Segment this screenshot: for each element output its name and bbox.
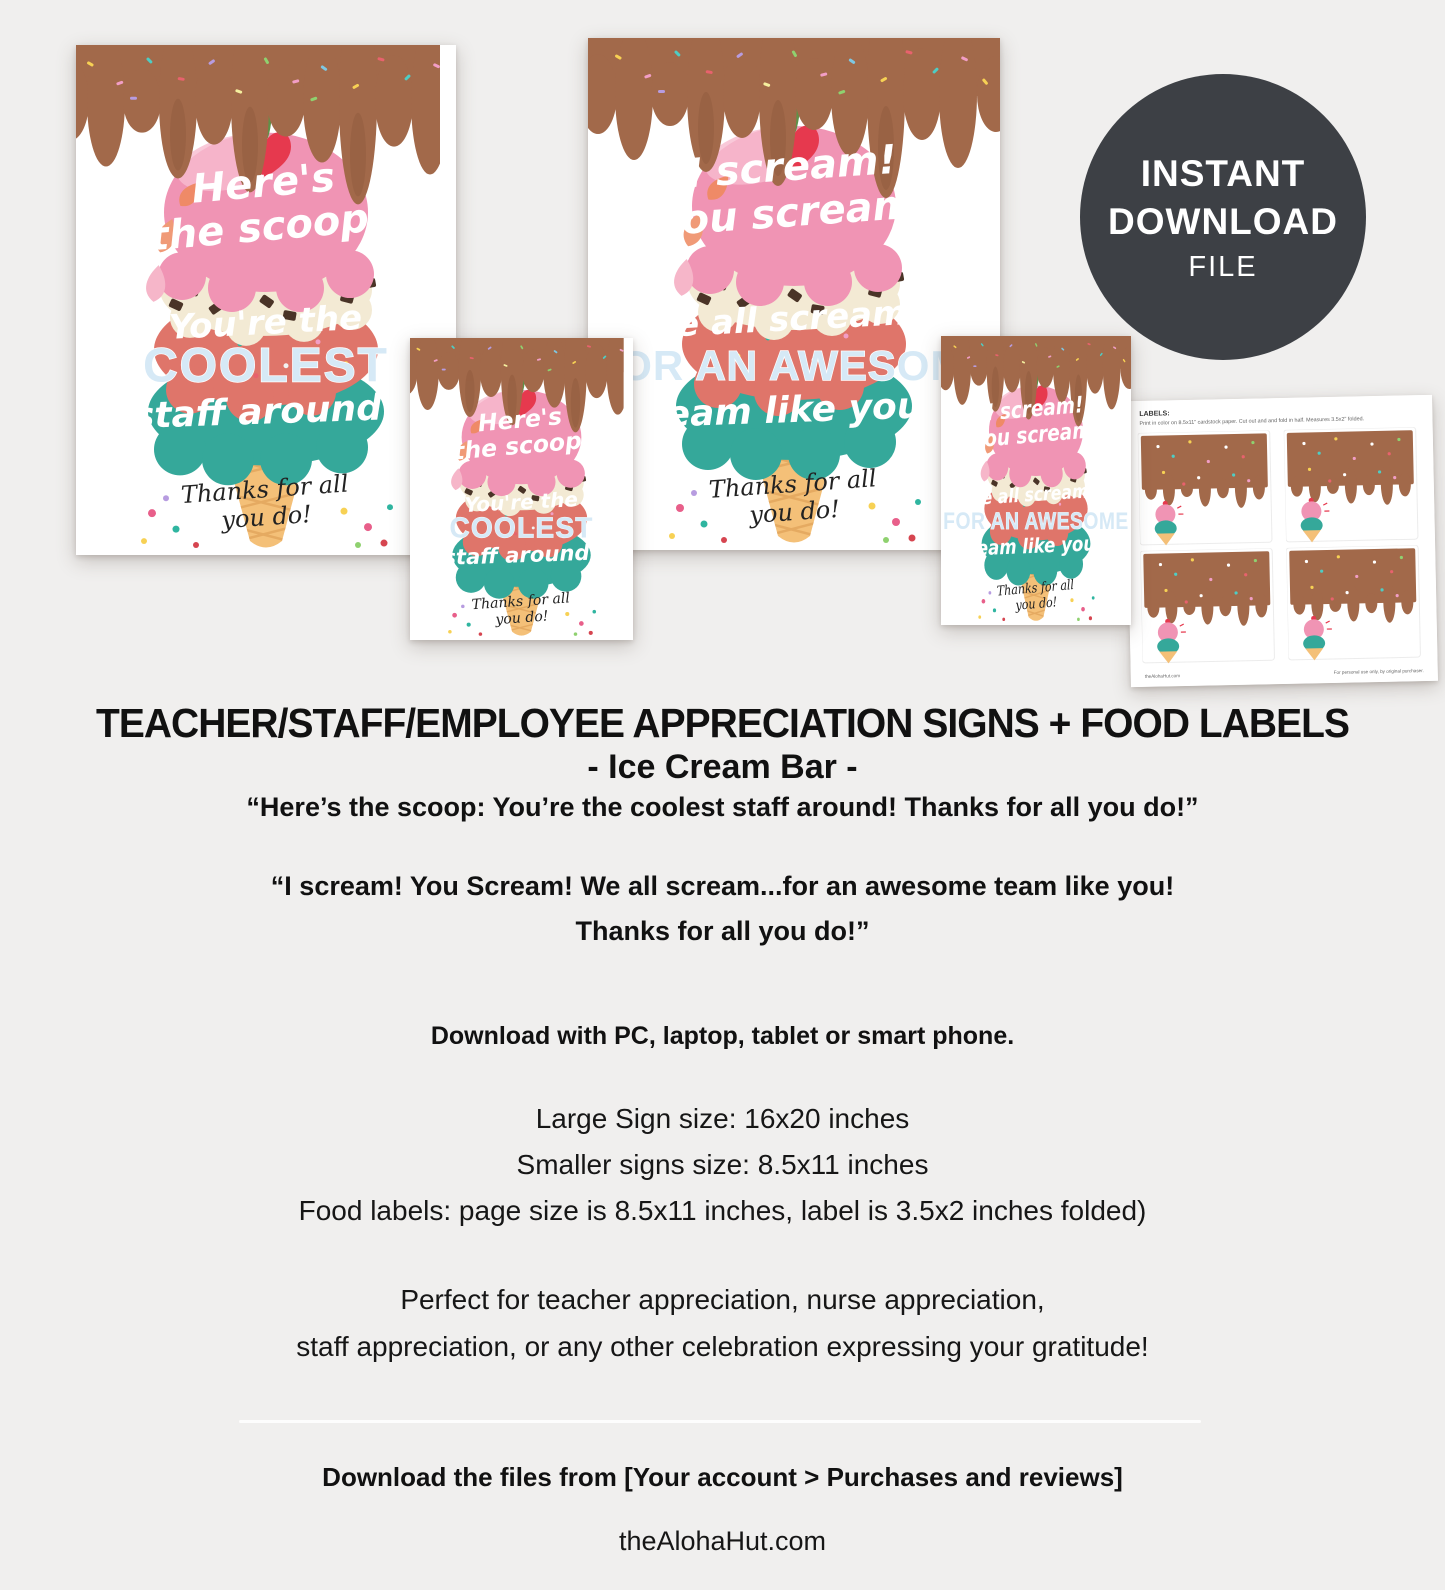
badge-line-file: FILE bbox=[1188, 251, 1258, 284]
shop-site-name: theAlohaHut.com bbox=[618, 1526, 827, 1556]
section-divider bbox=[239, 1420, 1201, 1423]
listing-subtitle: - Ice Cream Bar - bbox=[587, 748, 858, 786]
perfect-for-note bbox=[0, 1276, 1445, 1370]
food-labels-sheet bbox=[1125, 395, 1438, 687]
badge-line-instant: INSTANT bbox=[1140, 152, 1306, 194]
download-note: Download with PC, laptop, tablet or smart phone. bbox=[430, 1022, 1015, 1050]
quote-scream-line1: “I scream! You Scream! We all scream...for an awesome team like you! bbox=[270, 871, 1175, 901]
large-sign-i-scream bbox=[588, 38, 1000, 550]
quote-scream-line2: Thanks for all you do!” bbox=[575, 916, 870, 946]
instant-download-badge bbox=[1080, 74, 1366, 360]
small-sign-i-scream bbox=[941, 336, 1131, 625]
large-sign-heres-the-scoop bbox=[76, 45, 456, 555]
size-food-labels: Food labels: page size is 8.5x11 inches, label is 3.5x2 inches folded) bbox=[298, 1195, 1147, 1226]
quote-scoop: “Here’s the scoop: You’re the coolest staff around! Thanks for all you do!” bbox=[246, 792, 1199, 822]
perfect-for-line1: Perfect for teacher appreciation, nurse appreciation, bbox=[400, 1284, 1045, 1315]
size-smaller-signs: Smaller signs size: 8.5x11 inches bbox=[516, 1149, 929, 1180]
size-large-sign: Large Sign size: 16x20 inches bbox=[535, 1103, 910, 1134]
size-details bbox=[0, 1096, 1445, 1234]
perfect-for-line2: staff appreciation, or any other celebration expressing your gratitude! bbox=[296, 1331, 1149, 1362]
small-sign-heres-the-scoop bbox=[410, 338, 633, 640]
quote-scream bbox=[0, 864, 1445, 954]
listing-title: TEACHER/STAFF/EMPLOYEE APPRECIATION SIGNS + FOOD LABELS bbox=[95, 700, 1350, 746]
badge-line-download: DOWNLOAD bbox=[1108, 201, 1338, 242]
files-location-note: Download the files from [Your account > Purchases and reviews] bbox=[322, 1462, 1123, 1492]
